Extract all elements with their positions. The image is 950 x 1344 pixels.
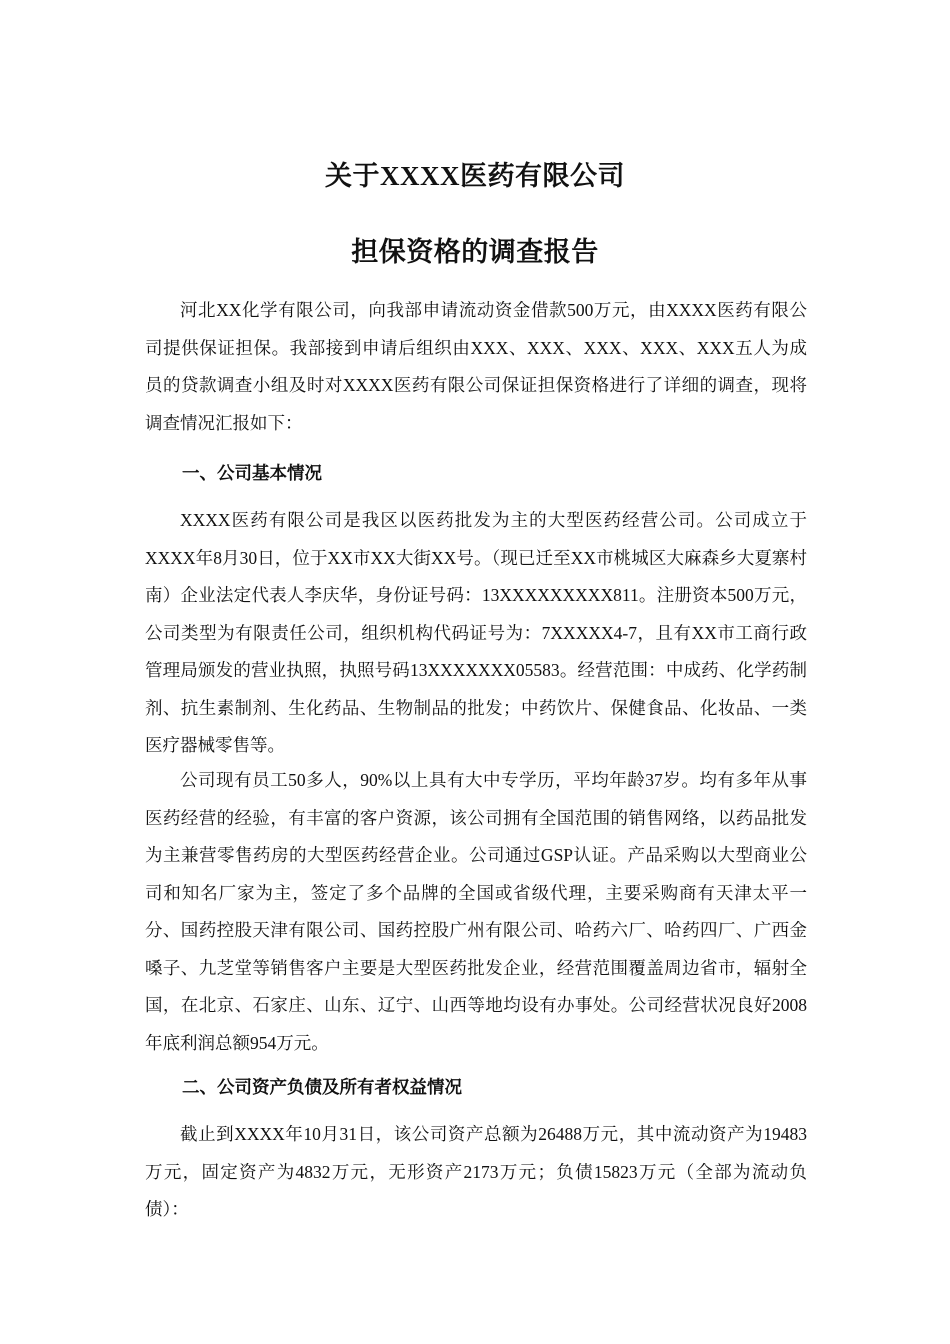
section1-paragraph2-block	[145, 762, 807, 1062]
section2-heading: 二、公司资产负债及所有者权益情况	[182, 1078, 462, 1098]
intro-paragraph-block	[145, 292, 807, 442]
section1-heading: 一、公司基本情况	[182, 464, 322, 484]
intro-paragraph: 河北XX化学有限公司，向我部申请流动资金借款500万元，由XXXX医药有限公司提供保证担保。我部接到申请后组织由XXX、XXX、XXX、XXX、XXX五人为成员的贷款调查小组及时对XXXX医药有限公司保证担保资格进行了详细的调查，现将调查情况汇报如下：	[145, 300, 807, 433]
document-title-line1: 关于XXXX医药有限公司	[325, 161, 625, 191]
section1-paragraph1: XXXX医药有限公司是我区以医药批发为主的大型医药经营公司。公司成立于XXXX年8月30日，位于XX市XX大街XX号。（现已迁至XX市桃城区大麻森乡大夏寨村南）企业法定代表人李庆华，身份证号码：13XXXXXXXXX811。注册资本500万元，公司类型为有限责任公司，组织机构代码证号为：7XXXXX4-7，且有XX市工商行政管理局颁发的营业执照，执照号码13XXXXXXX05583。经营范围：中成药、化学药制剂、抗生素制剂、生化药品、生物制品的批发；中药饮片、保健食品、化妆品、一类医疗器械零售等。	[145, 510, 807, 755]
section2-paragraph1: 截止到XXXX年10月31日，该公司资产总额为26488万元，其中流动资产为19483万元，固定资产为4832万元，无形资产2173万元；负债15823万元（全部为流动负债）：	[145, 1124, 807, 1219]
section2-paragraph1-block	[145, 1116, 807, 1229]
section1-paragraph2: 公司现有员工50多人，90%以上具有大中专学历，平均年龄37岁。均有多年从事医药经营的经验，有丰富的客户资源，该公司拥有全国范围的销售网络，以药品批发为主兼营零售药房的大型医药经营企业。公司通过GSP认证。产品采购以大型商业公司和知名厂家为主，签定了多个品牌的全国或省级代理，主要采购商有天津太平一分、国药控股天津有限公司、国药控股广州有限公司、哈药六厂、哈药四厂、广西金嗓子、九芝堂等销售客户主要是大型医药批发企业，经营范围覆盖周边省市，辐射全国，在北京、石家庄、山东、辽宁、山西等地均设有办事处。公司经营状况良好2008年底利润总额954万元。	[145, 770, 807, 1053]
document-title-line2: 担保资格的调查报告	[351, 237, 599, 267]
section1-paragraph1-block	[145, 502, 807, 765]
